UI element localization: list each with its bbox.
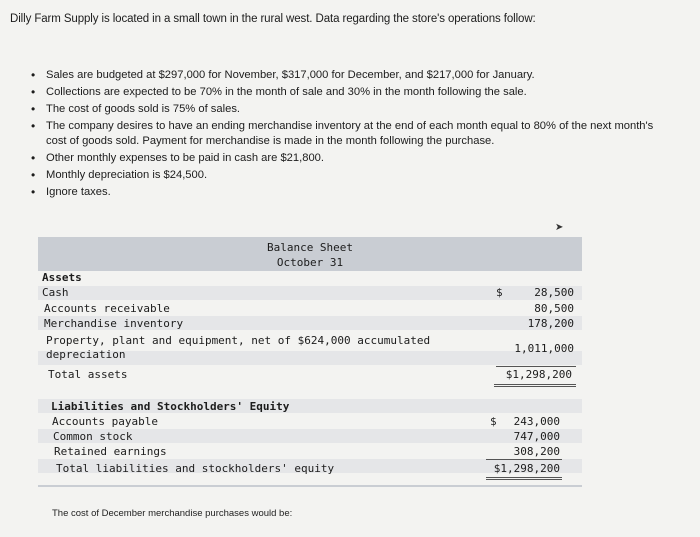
balance-sheet-table bbox=[38, 237, 582, 487]
ap-dollar-sign: $ bbox=[490, 415, 497, 428]
table-row bbox=[38, 414, 582, 429]
bullet-text: The cost of goods sold is 75% of sales. bbox=[46, 103, 241, 115]
table-row bbox=[38, 301, 582, 316]
common-stock-value: 747,000 bbox=[513, 430, 560, 443]
list-item bbox=[30, 168, 670, 183]
bullet-icon: • bbox=[31, 85, 36, 99]
retained-earnings-value: 308,200 bbox=[513, 445, 560, 458]
list-item bbox=[30, 151, 670, 166]
accounts-receivable-label: Accounts receivable bbox=[44, 302, 170, 315]
merchandise-inventory-value: 178,200 bbox=[527, 317, 574, 330]
retained-earnings-label: Retained earnings bbox=[54, 445, 167, 458]
table-row bbox=[38, 270, 582, 285]
table-row bbox=[38, 444, 582, 459]
list-item bbox=[30, 185, 670, 200]
bullet-text: Ignore taxes. bbox=[46, 186, 111, 198]
list-item bbox=[30, 68, 670, 83]
question-text: The cost of December merchandise purchases would be: bbox=[52, 508, 293, 519]
bullet-icon: • bbox=[31, 119, 36, 133]
intro-text: Dilly Farm Supply is located in a small town in the rural west. Data regarding the store's operations follow: bbox=[10, 13, 536, 25]
balance-sheet-title: Balance Sheet bbox=[266, 241, 354, 254]
table-footer-bar bbox=[38, 485, 582, 487]
total-assets-value: $1,298,200 bbox=[505, 368, 572, 381]
common-stock-label: Common stock bbox=[53, 430, 133, 443]
table-row bbox=[38, 399, 582, 414]
cursor-pointer-icon: ➤ bbox=[555, 222, 564, 233]
total-liabilities-equity-label: Total liabilities and stockholders' equity bbox=[56, 462, 335, 475]
table-row bbox=[38, 367, 582, 382]
list-item bbox=[30, 119, 670, 149]
list-item bbox=[30, 102, 670, 117]
total-assets-label: Total assets bbox=[48, 368, 128, 381]
ppe-value: 1,011,000 bbox=[514, 342, 574, 355]
assets-heading: Assets bbox=[42, 271, 82, 284]
bullet-icon: • bbox=[31, 185, 36, 199]
balance-sheet-date: October 31 bbox=[276, 256, 344, 269]
table-row bbox=[38, 347, 582, 362]
bullet-icon: • bbox=[31, 102, 36, 116]
bullet-text: Sales are budgeted at $297,000 for November, $317,000 for December, and $217,000 for January. bbox=[46, 69, 535, 81]
total-double-rule bbox=[494, 384, 576, 385]
total-double-rule bbox=[486, 477, 562, 478]
balance-sheet-header bbox=[38, 237, 582, 271]
bullet-icon: • bbox=[31, 68, 36, 82]
total-liabilities-equity-value: $1,298,200 bbox=[493, 462, 560, 475]
table-row bbox=[38, 429, 582, 444]
bullet-icon: • bbox=[31, 168, 36, 182]
bullet-text: Other monthly expenses to be paid in cash are $21,800. bbox=[46, 152, 324, 164]
accounts-payable-label: Accounts payable bbox=[52, 415, 158, 428]
total-double-rule bbox=[486, 479, 562, 480]
cash-dollar-sign: $ bbox=[496, 286, 503, 299]
table-row bbox=[38, 461, 582, 476]
merchandise-inventory-label: Merchandise inventory bbox=[44, 317, 184, 330]
table-row bbox=[38, 285, 582, 300]
assumptions-list bbox=[30, 68, 670, 202]
cash-label: Cash bbox=[42, 286, 69, 299]
accounts-receivable-value: 80,500 bbox=[534, 302, 574, 315]
bullet-icon: • bbox=[31, 151, 36, 165]
bullet-text: Monthly depreciation is $24,500. bbox=[46, 169, 208, 181]
cash-value: 28,500 bbox=[534, 286, 574, 299]
bullet-text: The company desires to have an ending merchandise inventory at the end of each month equal to 80% of the next month's cost of goods sold. Payment for merchandise is made in the month following the purchase. bbox=[46, 120, 654, 147]
total-double-rule bbox=[494, 386, 576, 387]
bullet-text: Collections are expected to be 70% in the month of sale and 30% in the month following the sale. bbox=[46, 86, 527, 98]
list-item bbox=[30, 85, 670, 100]
ppe-label-cont: depreciation bbox=[46, 348, 126, 361]
table-row bbox=[38, 316, 582, 331]
liabilities-heading: Liabilities and Stockholders' Equity bbox=[51, 400, 290, 413]
ppe-label: Property, plant and equipment, net of $624,000 accumulated bbox=[46, 334, 431, 347]
subtotal-rule bbox=[486, 459, 562, 460]
accounts-payable-value: 243,000 bbox=[513, 415, 560, 428]
